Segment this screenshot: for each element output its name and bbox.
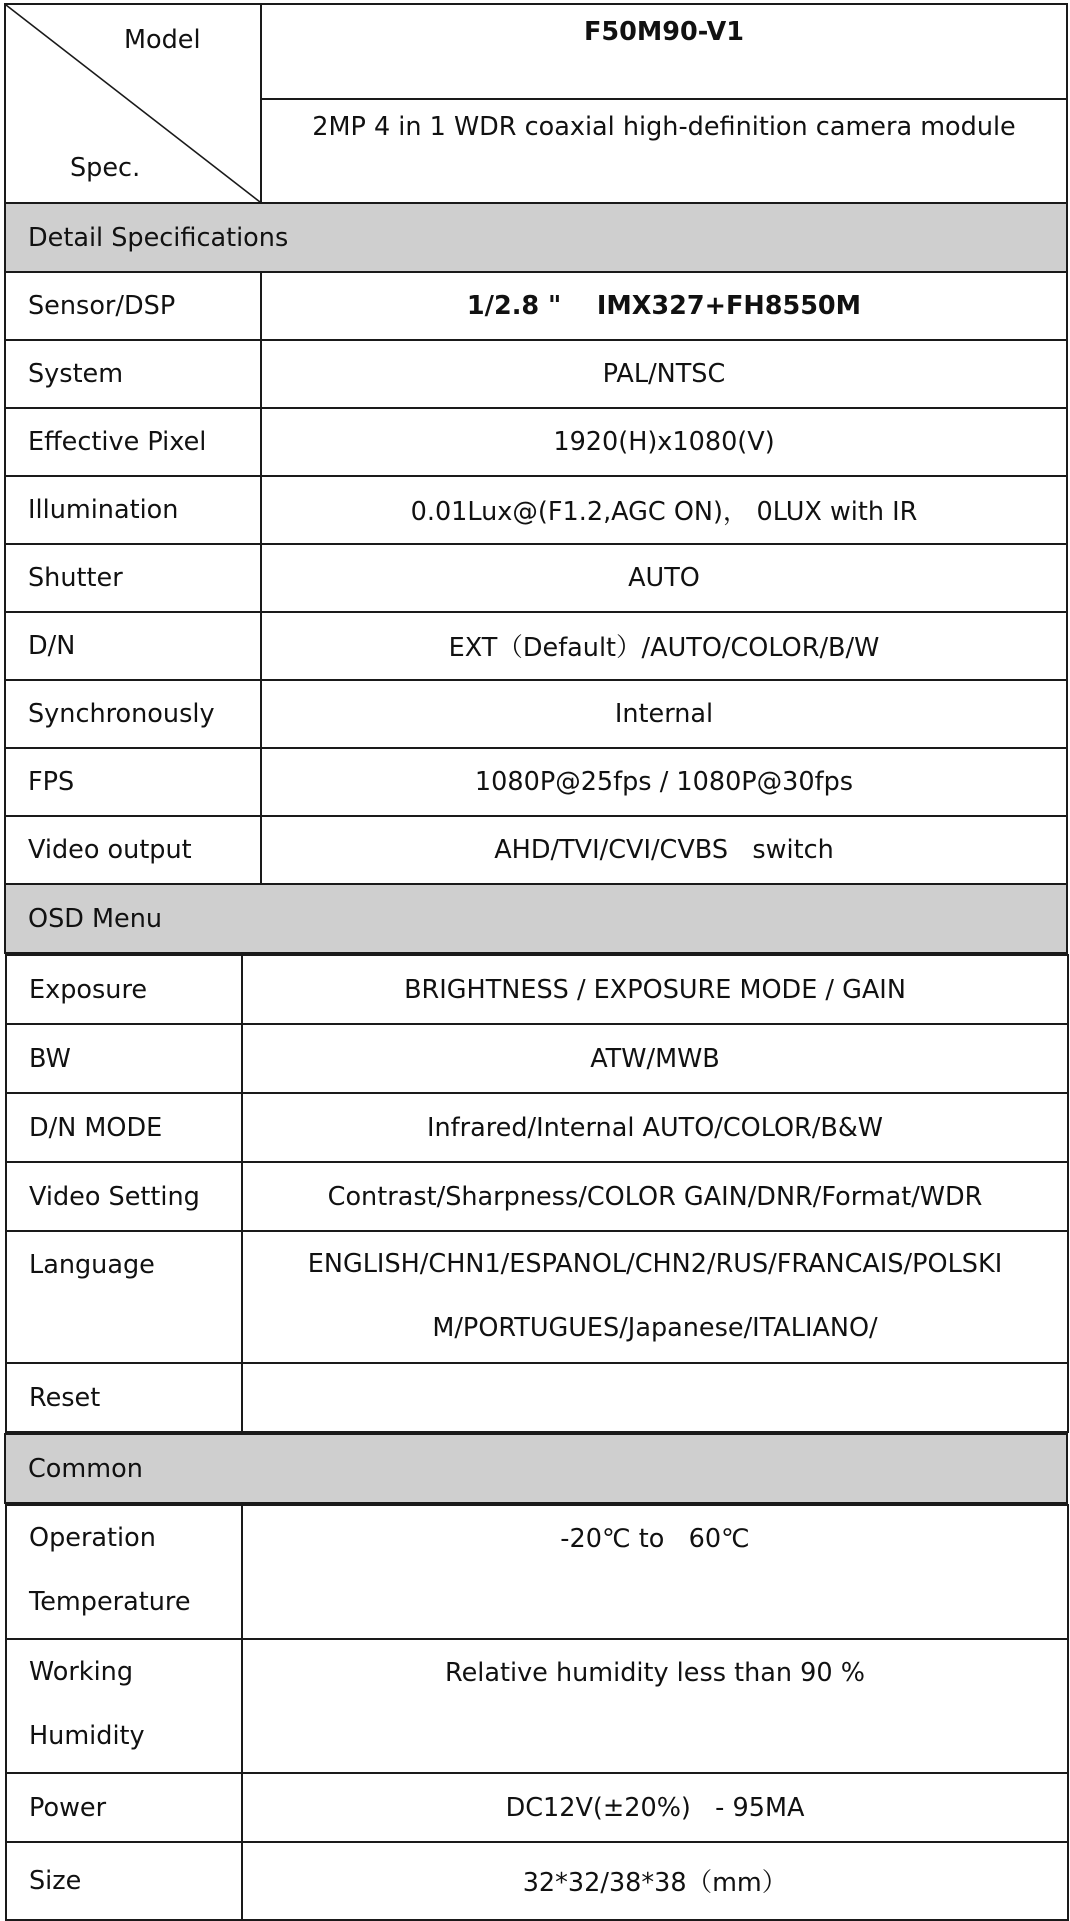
row-label: Sensor/DSP xyxy=(5,272,261,340)
table-row xyxy=(6,1773,1068,1842)
row-value: AHD/TVI/CVI/CVBS switch xyxy=(261,816,1067,884)
spec-label: Spec. xyxy=(70,153,141,183)
section-detail-specifications xyxy=(5,203,1067,272)
row-label: Power xyxy=(6,1773,242,1842)
osd-subtable xyxy=(5,954,1069,1433)
model-label: Model xyxy=(124,25,201,55)
row-label: Reset xyxy=(6,1363,242,1432)
row-value: 32*32/38*38（mm） xyxy=(242,1842,1068,1920)
row-label-multiline xyxy=(6,1505,242,1639)
row-value: DC12V(±20%) - 95MA xyxy=(242,1773,1068,1842)
row-value-multiline xyxy=(242,1231,1068,1363)
row-label: D/N xyxy=(5,612,261,680)
table-row xyxy=(5,544,1067,612)
row-value: Internal xyxy=(261,680,1067,748)
table-row xyxy=(6,1505,1068,1639)
row-value-line: M/PORTUGUES/Japanese/ITALIANO/ xyxy=(432,1313,878,1343)
common-subtable-cell xyxy=(5,1503,1067,1921)
row-value: 1080P@25fps / 1080P@30fps xyxy=(261,748,1067,816)
row-value: ATW/MWB xyxy=(242,1024,1068,1093)
model-value: F50M90-V1 xyxy=(261,4,1067,99)
section-title: Detail Specifications xyxy=(5,203,1067,272)
row-value: 1/2.8 " IMX327+FH8550M xyxy=(261,272,1067,340)
row-label-line: Operation xyxy=(29,1523,156,1553)
section-title: Common xyxy=(5,1434,1067,1503)
row-value: 1920(H)x1080(V) xyxy=(261,408,1067,476)
row-value xyxy=(242,1363,1068,1432)
table-row xyxy=(6,1162,1068,1231)
osd-subtable-cell xyxy=(5,953,1067,1434)
table-row xyxy=(6,1363,1068,1432)
table-row xyxy=(6,1024,1068,1093)
header-row xyxy=(5,4,1067,99)
row-value: Infrared/Internal AUTO/COLOR/B&W xyxy=(242,1093,1068,1162)
row-label: Size xyxy=(6,1842,242,1920)
row-label: BW xyxy=(6,1024,242,1093)
table-row xyxy=(5,272,1067,340)
row-value-line: ENGLISH/CHN1/ESPANOL/CHN2/RUS/FRANCAIS/POLSKI xyxy=(307,1249,1003,1279)
table-row xyxy=(5,408,1067,476)
table-row xyxy=(6,1842,1068,1920)
section-title: OSD Menu xyxy=(5,884,1067,953)
row-label: System xyxy=(5,340,261,408)
common-subtable xyxy=(5,1504,1069,1921)
section-common xyxy=(5,1434,1067,1503)
row-label: Shutter xyxy=(5,544,261,612)
model-spec-corner-cell xyxy=(5,4,261,203)
row-value: -20℃ to 60℃ xyxy=(242,1505,1068,1639)
table-row xyxy=(5,680,1067,748)
spec-table xyxy=(4,3,1068,1921)
row-label: Video Setting xyxy=(6,1162,242,1231)
row-value: AUTO xyxy=(261,544,1067,612)
row-value: Contrast/Sharpness/COLOR GAIN/DNR/Format/WDR xyxy=(242,1162,1068,1231)
row-label: Effective Pixel xyxy=(5,408,261,476)
table-row xyxy=(5,816,1067,884)
row-label: Language xyxy=(6,1231,242,1363)
table-row xyxy=(5,748,1067,816)
common-rows xyxy=(5,1503,1067,1921)
row-label: FPS xyxy=(5,748,261,816)
table-row xyxy=(6,1093,1068,1162)
row-label: Synchronously xyxy=(5,680,261,748)
section-osd-menu xyxy=(5,884,1067,953)
row-value: Relative humidity less than 90 % xyxy=(242,1639,1068,1773)
row-label-line: Temperature xyxy=(29,1587,191,1617)
table-row xyxy=(6,1639,1068,1773)
product-description: 2MP 4 in 1 WDR coaxial high-definition camera module xyxy=(261,99,1067,203)
osd-rows xyxy=(5,953,1067,1434)
row-label: D/N MODE xyxy=(6,1093,242,1162)
row-value: PAL/NTSC xyxy=(261,340,1067,408)
row-label: Video output xyxy=(5,816,261,884)
row-value: EXT（Default）/AUTO/COLOR/B/W xyxy=(261,612,1067,680)
table-row xyxy=(6,955,1068,1024)
table-row xyxy=(5,476,1067,544)
table-row xyxy=(5,612,1067,680)
row-label-multiline xyxy=(6,1639,242,1773)
row-label-line: Humidity xyxy=(29,1721,145,1751)
row-value: BRIGHTNESS / EXPOSURE MODE / GAIN xyxy=(242,955,1068,1024)
row-label-line: Working xyxy=(29,1657,134,1687)
table-row xyxy=(5,340,1067,408)
row-value: 0.01Lux@(F1.2,AGC ON)， 0LUX with IR xyxy=(261,476,1067,544)
table-row xyxy=(6,1231,1068,1363)
row-label: Exposure xyxy=(6,955,242,1024)
row-label: Illumination xyxy=(5,476,261,544)
